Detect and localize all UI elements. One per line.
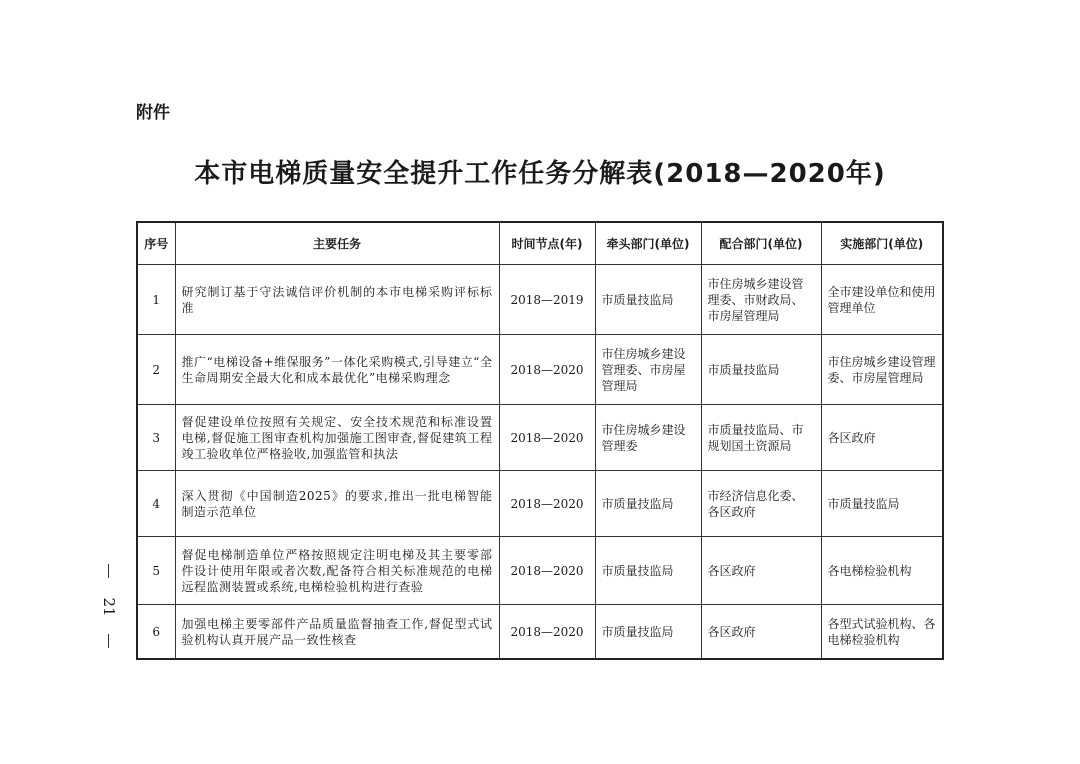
- row-task: 深入贯彻《中国制造2025》的要求,推出一批电梯智能制造示范单位: [175, 471, 499, 537]
- document-title: 本市电梯质量安全提升工作任务分解表(2018—2020年): [194, 159, 886, 189]
- row-index: 4: [137, 471, 175, 537]
- row-cooperate: 市质量技监局: [701, 335, 821, 405]
- row-cooperate: 市经济信息化委、各区政府: [701, 471, 821, 537]
- task-table: [136, 221, 944, 660]
- header-lead: 牵头部门(单位): [595, 222, 701, 265]
- row-implement: 各区政府: [821, 405, 943, 471]
- row-implement: 市质量技监局: [821, 471, 943, 537]
- row-timeline: 2018—2019: [499, 265, 595, 335]
- table-row: [137, 265, 943, 335]
- row-lead: 市质量技监局: [595, 605, 701, 659]
- page-dash-top: [108, 564, 109, 578]
- row-timeline: 2018—2020: [499, 471, 595, 537]
- header-index: 序号: [137, 222, 175, 265]
- row-index: 6: [137, 605, 175, 659]
- row-index: 1: [137, 265, 175, 335]
- row-timeline: 2018—2020: [499, 405, 595, 471]
- table-header-row: [137, 222, 943, 265]
- attachment-label: 附件: [136, 103, 170, 123]
- row-implement: 各型式试验机构、各电梯检验机构: [821, 605, 943, 659]
- row-lead: 市质量技监局: [595, 265, 701, 335]
- header-cooperate: 配合部门(单位): [701, 222, 821, 265]
- row-task: 研究制订基于守法诚信评价机制的本市电梯采购评标标准: [175, 265, 499, 335]
- header-task: 主要任务: [175, 222, 499, 265]
- header-timeline: 时间节点(年): [499, 222, 595, 265]
- row-timeline: 2018—2020: [499, 335, 595, 405]
- row-implement: 全市建设单位和使用管理单位: [821, 265, 943, 335]
- row-implement: 市住房城乡建设管理委、市房屋管理局: [821, 335, 943, 405]
- page-number-marker: [96, 564, 122, 650]
- row-task: 加强电梯主要零部件产品质量监督抽查工作,督促型式试验机构认真开展产品一致性核查: [175, 605, 499, 659]
- page-dash-bottom: [108, 634, 109, 648]
- row-timeline: 2018—2020: [499, 537, 595, 605]
- table-row: [137, 335, 943, 405]
- row-lead: 市住房城乡建设管理委: [595, 405, 701, 471]
- row-task: 督促建设单位按照有关规定、安全技术规范和标准设置电梯,督促施工图审查机构加强施工图审查,督促建筑工程竣工验收单位严格验收,加强监管和执法: [175, 405, 499, 471]
- row-lead: 市住房城乡建设管理委、市房屋管理局: [595, 335, 701, 405]
- row-cooperate: 市质量技监局、市规划国土资源局: [701, 405, 821, 471]
- row-cooperate: 市住房城乡建设管理委、市财政局、市房屋管理局: [701, 265, 821, 335]
- row-index: 3: [137, 405, 175, 471]
- row-cooperate: 各区政府: [701, 605, 821, 659]
- table-row: [137, 471, 943, 537]
- table-row: [137, 405, 943, 471]
- table-row: [137, 605, 943, 659]
- header-implement: 实施部门(单位): [821, 222, 943, 265]
- row-index: 5: [137, 537, 175, 605]
- row-lead: 市质量技监局: [595, 471, 701, 537]
- row-task: 推广“电梯设备+维保服务”一体化采购模式,引导建立“全生命周期安全最大化和成本最优化”电梯采购理念: [175, 335, 499, 405]
- row-timeline: 2018—2020: [499, 605, 595, 659]
- page-number: 21: [100, 597, 118, 617]
- row-cooperate: 各区政府: [701, 537, 821, 605]
- row-implement: 各电梯检验机构: [821, 537, 943, 605]
- row-lead: 市质量技监局: [595, 537, 701, 605]
- row-task: 督促电梯制造单位严格按照规定注明电梯及其主要零部件设计使用年限或者次数,配备符合相关标准规范的电梯远程监测装置或系统,电梯检验机构进行查验: [175, 537, 499, 605]
- table-row: [137, 537, 943, 605]
- row-index: 2: [137, 335, 175, 405]
